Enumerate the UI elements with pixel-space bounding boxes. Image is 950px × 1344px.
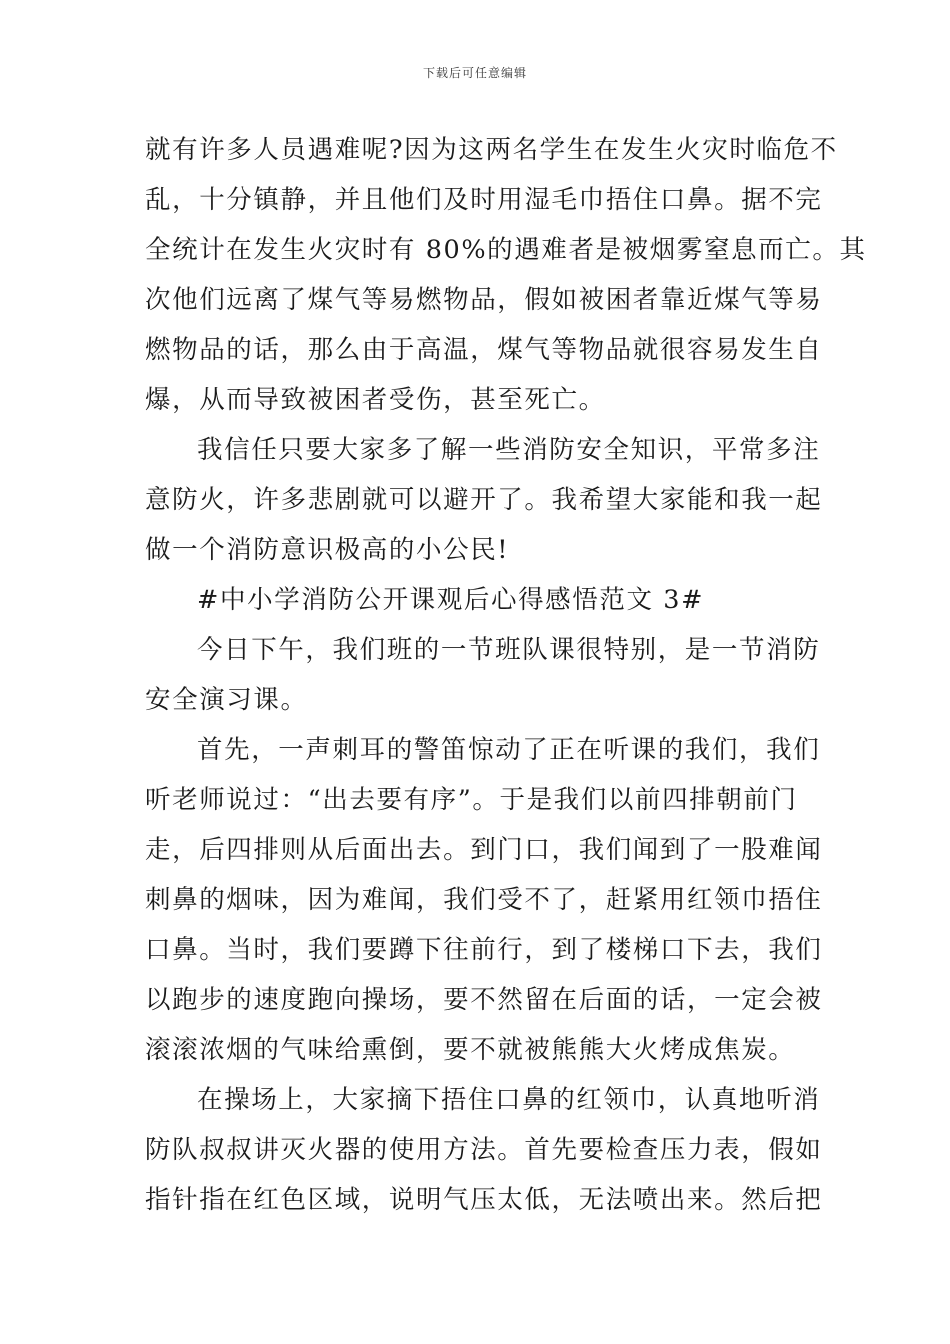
page-header: 下载后可任意编辑 <box>422 66 527 80</box>
text-line: 防队叔叔讲灭火器的使用方法。首先要检查压力表，假如 <box>145 1135 823 1165</box>
text-line: 走，后四排则从后面出去。到门口，我们闻到了一股难闻 <box>145 835 823 865</box>
text-line: 意防火，许多悲剧就可以避开了。我希望大家能和我一起 <box>145 485 823 515</box>
text-line: 就有许多人员遇难呢?因为这两名学生在发生火灾时临危不 <box>145 135 838 165</box>
text-line: 我信任只要大家多了解一些消防安全知识，平常多注 <box>197 435 821 465</box>
text-line: 以跑步的速度跑向操场，要不然留在后面的话，一定会被 <box>145 985 823 1015</box>
text-line: 爆，从而导致被困者受伤，甚至死亡。 <box>145 385 606 415</box>
text-line: 滚滚浓烟的气味给熏倒，要不就被熊熊大火烤成焦炭。 <box>145 1035 796 1065</box>
text-line: 在操场上，大家摘下捂住口鼻的红领巾，认真地听消 <box>197 1085 821 1115</box>
section-heading: #中小学消防公开课观后心得感悟范文 3# <box>197 585 705 615</box>
text-line: 刺鼻的烟味，因为难闻，我们受不了，赶紧用红领巾捂住 <box>145 885 823 915</box>
text-line: 今日下午，我们班的一节班队课很特别，是一节消防 <box>197 635 821 665</box>
text-line: 指针指在红色区域，说明气压太低，无法喷出来。然后把 <box>145 1185 823 1215</box>
text-line: 安全演习课。 <box>145 685 308 715</box>
text-line: 做一个消防意识极高的小公民! <box>145 535 510 565</box>
document-body <box>145 125 867 1225</box>
text-line: 乱，十分镇静，并且他们及时用湿毛巾捂住口鼻。据不完 <box>145 185 823 215</box>
text-line: 听老师说过：“出去要有序”。于是我们以前四排朝前门 <box>145 785 798 815</box>
text-line: 首先，一声刺耳的警笛惊动了正在听课的我们，我们 <box>197 735 821 765</box>
text-line: 次他们远离了煤气等易燃物品，假如被困者靠近煤气等易 <box>145 285 823 315</box>
text-line: 燃物品的话，那么由于高温，煤气等物品就很容易发生自 <box>145 335 823 365</box>
text-line: 全统计在发生火灾时有 80%的遇难者是被烟雾窒息而亡。其 <box>145 235 867 265</box>
text-line: 口鼻。当时，我们要蹲下往前行，到了楼梯口下去，我们 <box>145 935 823 965</box>
